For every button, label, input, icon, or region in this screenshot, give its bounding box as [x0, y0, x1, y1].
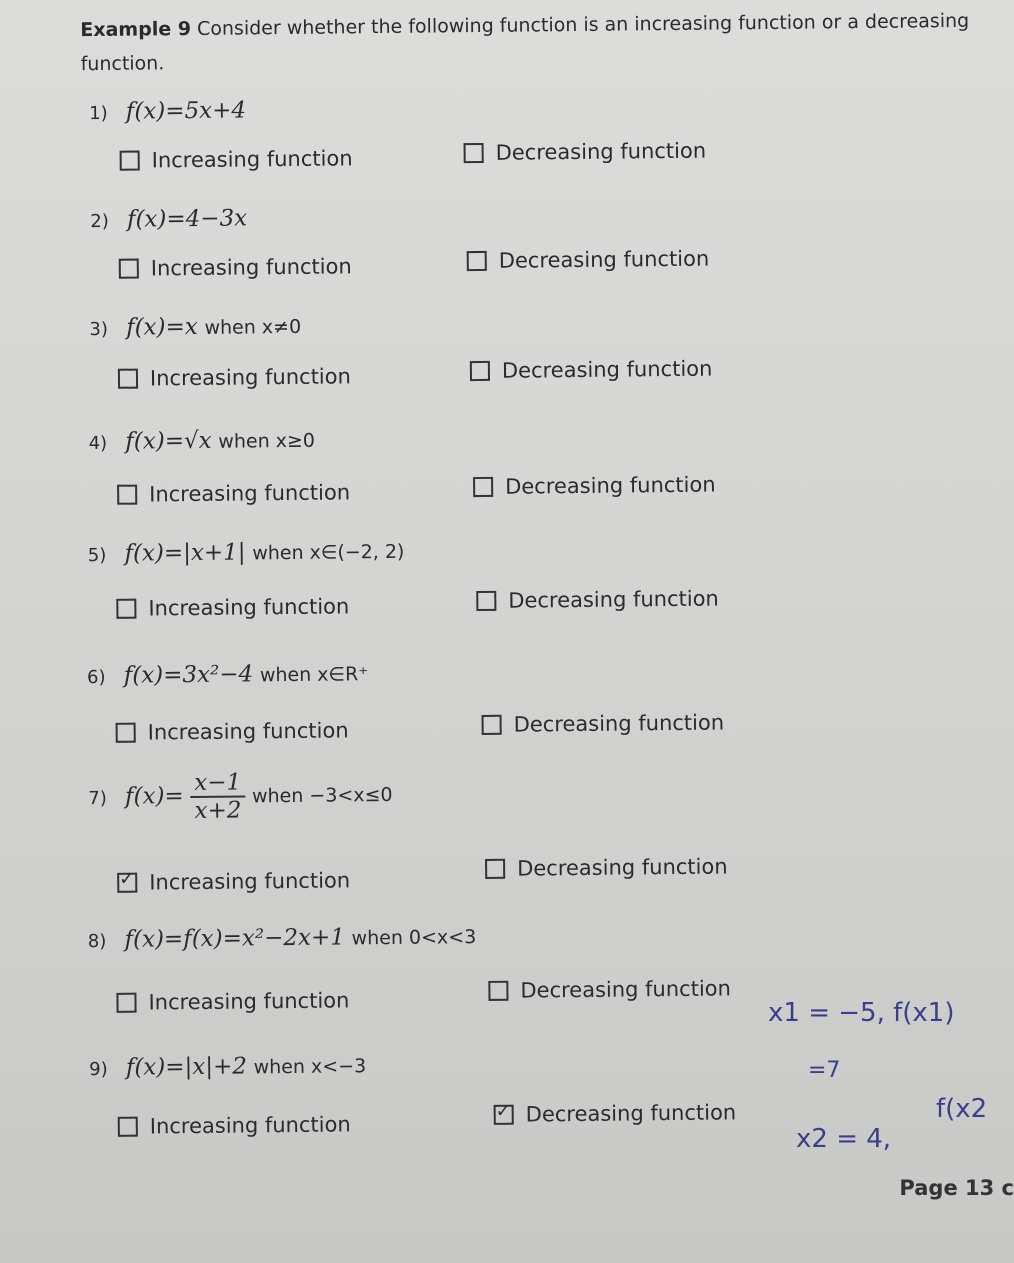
question-1-expression: f(x)=5x+4 — [125, 97, 247, 125]
question-3-condition: when x≠0 — [204, 315, 302, 339]
question-7-expression-left: f(x)= — [124, 783, 184, 810]
q2-increasing-option[interactable]: Increasing function — [119, 254, 352, 280]
question-5-expression: f(x)=|x+1| — [124, 539, 246, 567]
question-9: 9) f(x)=|x|+2 when x<−3 — [89, 1053, 367, 1081]
question-5: 5) f(x)=|x+1| when x∈(−2, 2) — [87, 539, 405, 567]
checkbox[interactable] — [470, 361, 490, 381]
checkbox[interactable] — [482, 715, 502, 735]
q4-increasing-option[interactable]: Increasing function — [117, 480, 350, 506]
q9-increasing-option[interactable]: Increasing function — [118, 1112, 351, 1138]
checkbox[interactable] — [488, 981, 508, 1001]
checkbox[interactable] — [116, 599, 136, 619]
question-5-condition: when x∈(−2, 2) — [252, 540, 405, 565]
q3-decreasing-option[interactable]: Decreasing function — [470, 357, 713, 384]
checkbox[interactable] — [116, 993, 136, 1013]
question-9-expression: f(x)=|x|+2 — [125, 1053, 248, 1081]
question-2-expression: f(x)=4−3x — [126, 205, 248, 233]
question-6: 6) f(x)=3x²−4 when x∈R⁺ — [86, 661, 369, 689]
page-number: Page 13 c — [899, 1176, 1014, 1200]
checkbox-checked[interactable] — [117, 868, 137, 893]
q8-increasing-option[interactable]: Increasing function — [116, 988, 349, 1014]
intro-text: Consider whether the following function is an increasing function or a decreasing function. — [80, 9, 970, 76]
handwriting-note: f(x2 — [936, 1094, 988, 1124]
q8-decreasing-option[interactable]: Decreasing function — [488, 976, 731, 1003]
question-4: 4) f(x)=√x when x≥0 — [88, 427, 316, 455]
question-7-condition: when −3<x≤0 — [251, 783, 393, 808]
intro-paragraph — [80, 4, 981, 81]
checkbox[interactable] — [120, 151, 140, 171]
q7-decreasing-option[interactable]: Decreasing function — [485, 854, 728, 881]
checkbox[interactable] — [116, 723, 136, 743]
example-label: Example 9 — [80, 18, 192, 42]
fraction-denominator: x+2 — [194, 797, 242, 825]
checkbox[interactable] — [467, 251, 487, 271]
checkbox[interactable] — [119, 259, 139, 279]
question-8: 8) f(x)=f(x)=x²−2x+1 when 0<x<3 — [87, 924, 477, 953]
checkbox[interactable] — [117, 485, 137, 505]
question-4-expression: f(x)=√x — [125, 427, 212, 455]
q4-decreasing-option[interactable]: Decreasing function — [473, 473, 716, 500]
q3-increasing-option[interactable]: Increasing function — [118, 364, 351, 390]
question-8-condition: when 0<x<3 — [351, 926, 477, 950]
question-6-condition: when x∈R⁺ — [259, 663, 369, 687]
question-3-expression: f(x)=x — [125, 313, 198, 341]
fraction-numerator: x−1 — [190, 769, 245, 798]
checkbox[interactable] — [485, 859, 505, 879]
q7-increasing-option[interactable]: ✓ Increasing function — [119, 868, 351, 895]
checkbox[interactable] — [473, 477, 493, 497]
checkbox-checked[interactable] — [494, 1100, 514, 1125]
question-7-fraction — [190, 769, 245, 824]
handwriting-note: x2 = 4, — [796, 1124, 892, 1154]
checkbox[interactable] — [464, 143, 484, 163]
handwriting-note: x1 = −5, f(x1) — [768, 998, 955, 1028]
checkbox[interactable] — [476, 591, 496, 611]
checkbox[interactable] — [118, 369, 138, 389]
question-1: 1) f(x)=5x+4 — [89, 97, 247, 125]
handwriting-note: =7 — [808, 1058, 841, 1083]
check-mark-icon: ✓ — [495, 1100, 511, 1122]
q1-decreasing-option[interactable]: Decreasing function — [464, 139, 707, 166]
q6-increasing-option[interactable]: Increasing function — [116, 718, 349, 744]
q1-increasing-option[interactable]: Increasing function — [120, 146, 353, 172]
q5-increasing-option[interactable]: Increasing function — [116, 594, 349, 620]
check-mark-icon: ✓ — [119, 868, 135, 890]
q9-decreasing-option[interactable]: ✓ Decreasing function — [495, 1100, 737, 1127]
question-2: 2) f(x)=4−3x — [90, 205, 248, 233]
question-3: 3) f(x)=x when x≠0 — [89, 313, 302, 341]
question-9-condition: when x<−3 — [253, 1055, 367, 1079]
question-8-expression: f(x)=f(x)=x²−2x+1 — [124, 924, 346, 953]
q2-decreasing-option[interactable]: Decreasing function — [467, 247, 710, 274]
q6-decreasing-option[interactable]: Decreasing function — [481, 710, 724, 737]
question-7: 7) f(x)= $\frac{x-1}{x+2}$ when −3<x≤0 — [88, 769, 393, 825]
question-6-expression: f(x)=3x²−4 — [123, 661, 254, 689]
checkbox[interactable] — [118, 1117, 138, 1137]
question-4-condition: when x≥0 — [218, 429, 316, 453]
q5-decreasing-option[interactable]: Decreasing function — [476, 587, 719, 614]
